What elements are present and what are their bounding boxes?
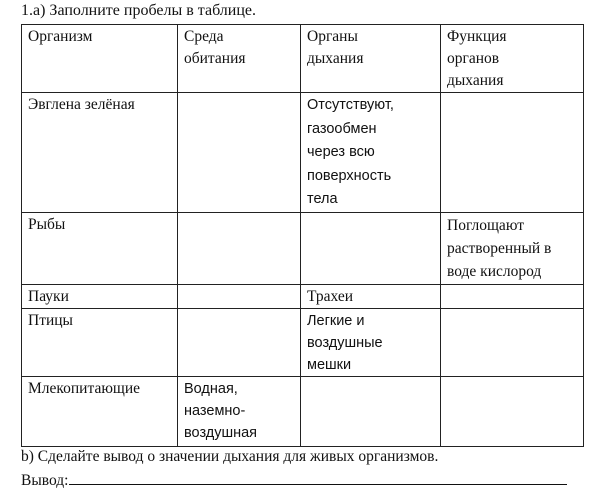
empty-cell-respiratory-organs[interactable] [301,376,441,446]
cell-habitat: Водная, наземно-воздушная [178,376,301,446]
cell-respiratory-organs: Трахеи [301,284,441,308]
empty-cell-respiratory-organs[interactable] [301,212,441,284]
table-row [22,212,584,284]
cell-organism: Млекопитающие [22,376,178,446]
header-habitat: Среда обитания [178,25,301,93]
table-row [22,93,584,213]
cell-organism: Рыбы [22,212,178,284]
empty-cell-habitat[interactable] [178,212,301,284]
conclusion-label: Вывод: [21,472,69,489]
empty-cell-function[interactable] [441,308,584,376]
header-organ-function: Функция органов дыхания [441,25,584,93]
task-a-instruction: 1.a) Заполните пробелы в таблице. [21,2,257,19]
cell-organism: Птицы [22,308,178,376]
empty-cell-habitat[interactable] [178,308,301,376]
empty-cell-function[interactable] [441,284,584,308]
header-respiratory-organs: Органы дыхания [301,25,441,93]
conclusion-answer-line[interactable] [69,470,567,485]
table-header-row [22,25,584,93]
empty-cell-habitat[interactable] [178,93,301,213]
cell-organism: Пауки [22,284,178,308]
table-row [22,308,584,376]
cell-function: Поглощают растворенный в воде кислород [441,212,584,284]
cell-organism: Эвглена зелёная [22,93,178,213]
table-row [22,284,584,308]
cell-respiratory-organs: Отсутствуют, газообмен через всю поверхность тела [301,93,441,213]
conclusion-row [21,470,567,491]
respiration-table [21,24,584,447]
header-organism: Организм [22,25,178,93]
empty-cell-habitat[interactable] [178,284,301,308]
empty-cell-function[interactable] [441,93,584,213]
empty-cell-function[interactable] [441,376,584,446]
table-row [22,376,584,446]
task-b-instruction: b) Сделайте вывод о значении дыхания для живых организмов. [21,448,439,465]
cell-respiratory-organs: Легкие и воздушные мешки [301,308,441,376]
